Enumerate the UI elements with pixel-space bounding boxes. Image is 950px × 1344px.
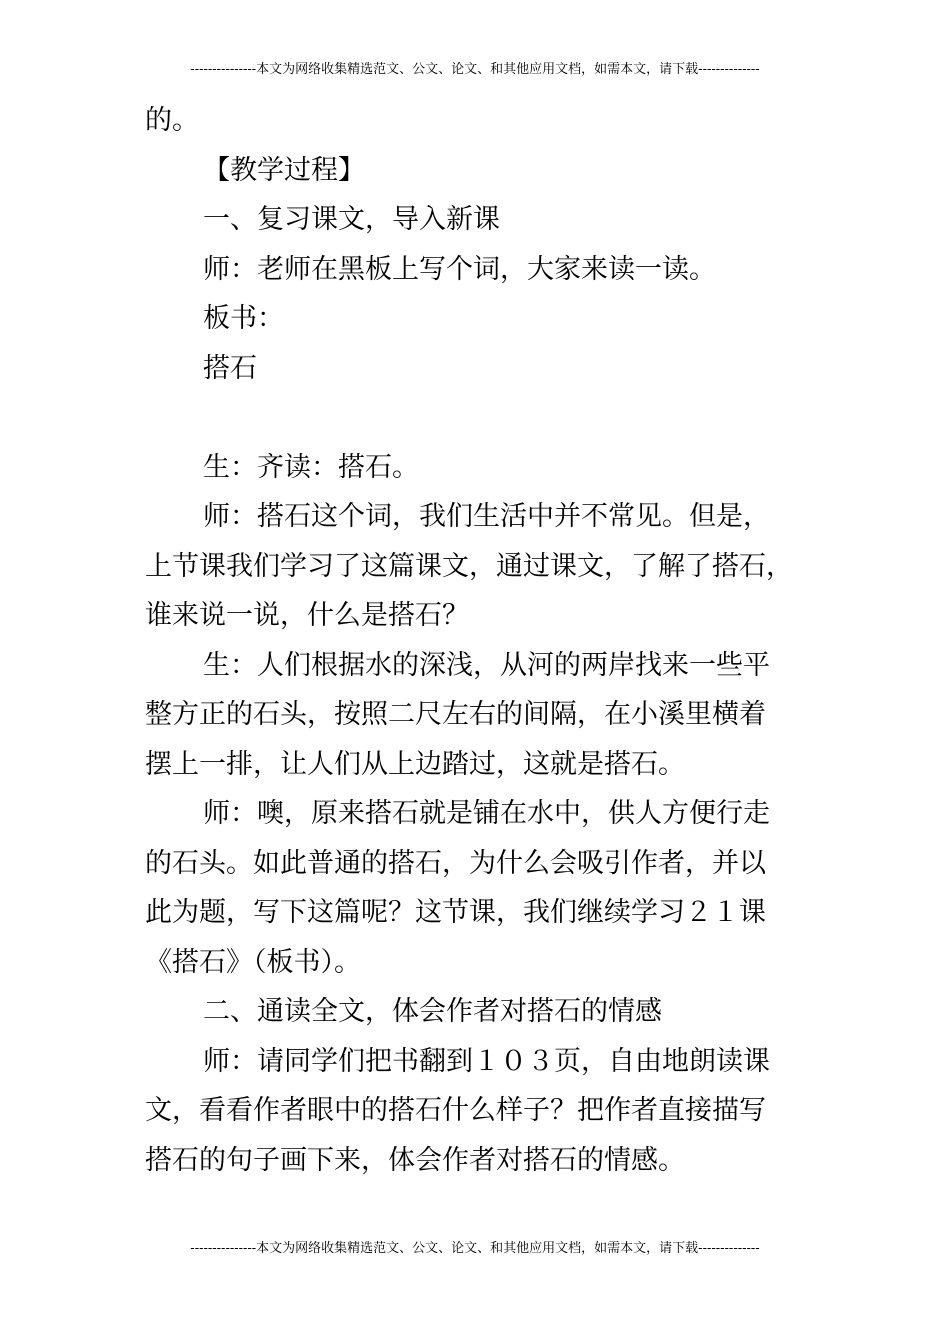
paragraph-line: 文，看看作者眼中的搭石什么样子？把作者直接描写	[145, 1095, 766, 1126]
paragraph-line: 生：人们根据水的深浅，从河的两岸找来一些平	[203, 649, 770, 681]
paragraph-line: 搭石的句子画下来，体会作者对搭石的情感。	[145, 1144, 685, 1176]
page-header-banner: ---------------本文为网络收集精选范文、公文、论文、和其他应用文档，如需本文，请下载--------------	[190, 62, 760, 77]
paragraph-line: 生：齐读：搭石。	[203, 451, 419, 483]
section-heading: 一、复习课文，导入新课	[203, 204, 500, 235]
paragraph-line: 师：老师在黑板上写个词，大家来读一读。	[203, 253, 716, 285]
paragraph-line: 师：搭石这个词，我们生活中并不常见。但是，	[203, 501, 770, 532]
blank-line	[145, 393, 810, 443]
paragraph-line: 的石头。如此普通的搭石，为什么会吸引作者，并以	[145, 847, 766, 879]
document-body	[145, 96, 810, 1185]
paragraph-line: 的。	[145, 105, 199, 136]
paragraph-line: 整方正的石头，按照二尺左右的间隔，在小溪里横着	[145, 699, 766, 730]
paragraph-line: 上节课我们学习了这篇课文，通过课文，了解了搭石，	[145, 550, 793, 582]
paragraph-line: 师：噢，原来搭石就是铺在水中，供人方便行走	[203, 798, 770, 829]
paragraph-line: 师：请同学们把书翻到１０３页，自由地朗读课	[203, 1045, 770, 1077]
paragraph-line: 《搭石》（板书）。	[145, 946, 361, 978]
paragraph-line: 搭石	[203, 352, 257, 384]
section-heading: 【教学过程】	[203, 154, 365, 186]
paragraph-line: 板书：	[203, 303, 284, 334]
paragraph-line: 此为题，写下这篇呢？这节课，我们继续学习２１课	[145, 897, 766, 928]
section-heading: 二、通读全文，体会作者对搭石的情感	[203, 996, 662, 1027]
paragraph-line: 谁来说一说，什么是搭石？	[145, 600, 469, 631]
page-footer-banner: ---------------本文为网络收集精选范文、公文、论文、和其他应用文档，如需本文，请下载--------------	[190, 1241, 760, 1256]
paragraph-line: 摆上一排，让人们从上边踏过，这就是搭石。	[145, 748, 685, 780]
